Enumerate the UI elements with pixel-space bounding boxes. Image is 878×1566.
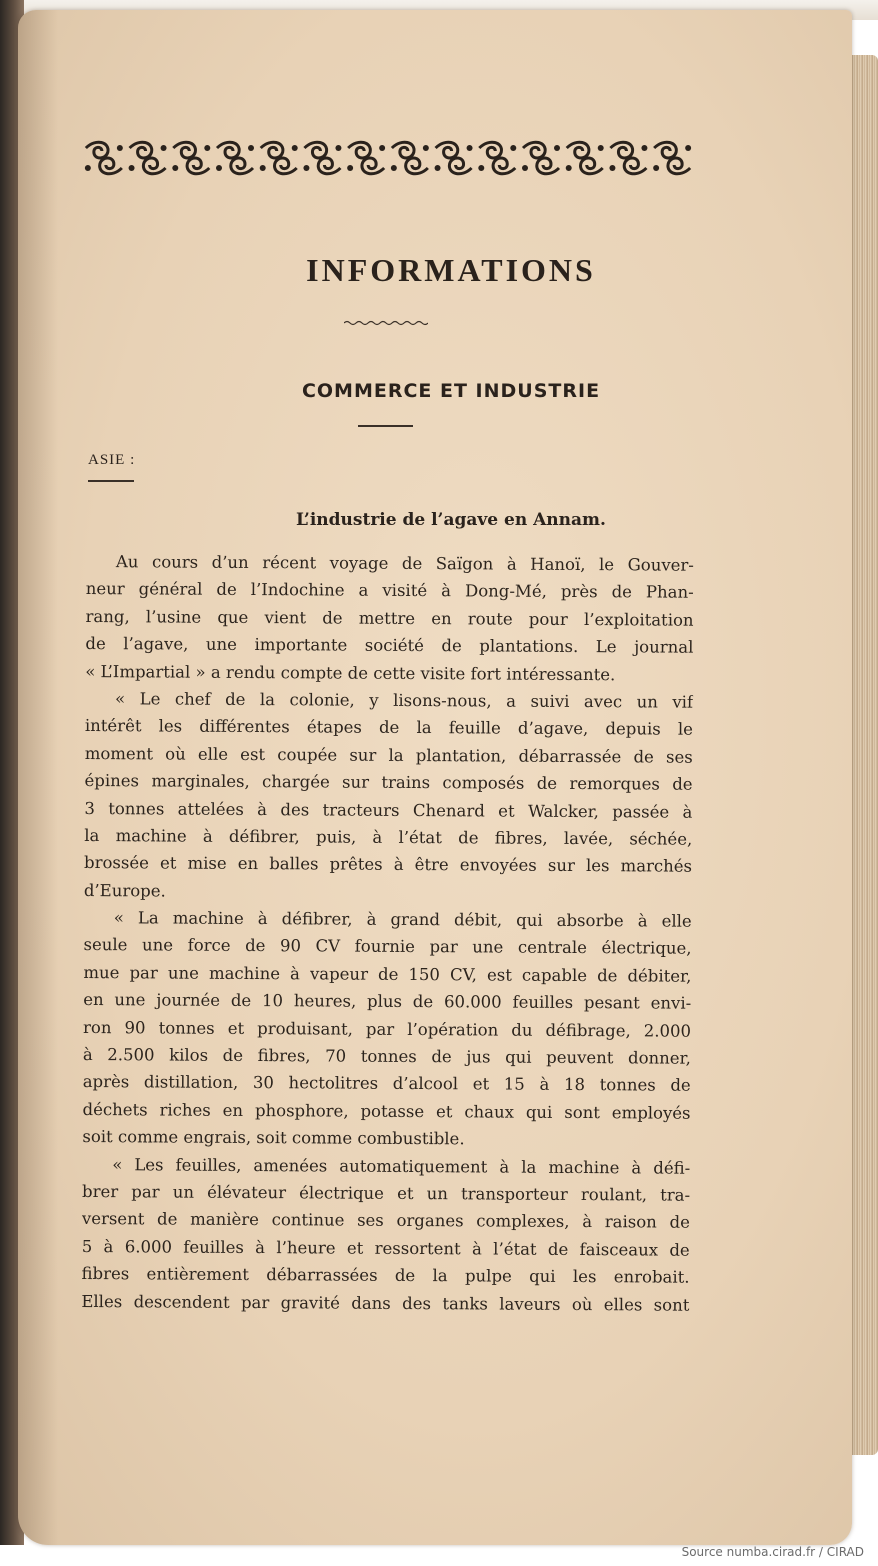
text-line: d’Europe. xyxy=(83,880,166,901)
text-line: fibres entièrement débarrassées de la pulpe qui les enrobait. xyxy=(81,1264,690,1287)
article-title: L’industrie de l’agave en Annam. xyxy=(296,510,606,530)
text-line: seule une force de 90 CV fournie par une centrale électrique, xyxy=(83,935,692,959)
text-line: moment où elle est coupée sur la plantation, débarrassée de ses xyxy=(84,743,693,767)
paragraph-2 xyxy=(84,685,693,908)
fleuron-ornament xyxy=(522,142,560,174)
fleuron-ornament xyxy=(653,142,691,174)
paragraph-3 xyxy=(82,904,691,1154)
source-credit: Source numba.cirad.fr / CIRAD xyxy=(681,1545,864,1559)
fleuron-ornament xyxy=(216,142,254,174)
text-line: intérêt les différentes étapes de la feuille d’agave, depuis le xyxy=(84,716,693,740)
region-rule xyxy=(88,480,134,482)
fleuron-ornament xyxy=(609,142,647,174)
text-line: ron 90 tonnes et produisant, par l’opération du défibrage, 2.000 xyxy=(83,1017,692,1041)
fleuron-ornament xyxy=(347,142,385,174)
text-line: la machine à défibrer, puis, à l’état de fibres, lavée, séchée, xyxy=(84,825,693,849)
text-line: 3 tonnes attelées à des tracteurs Chenard et Walcker, passée à xyxy=(84,798,693,822)
gutter-shadow xyxy=(18,10,58,1545)
text-line: à 2.500 kilos de fibres, 70 tonnes de jus qui peuvent donner, xyxy=(82,1045,691,1068)
fleuron-ornament xyxy=(260,142,298,174)
text-line: après distillation, 30 hectolitres d’alcool et 15 à 18 tonnes de xyxy=(82,1072,691,1096)
text-line: de l’agave, une importante société de plantations. Le journal xyxy=(85,634,694,657)
text-line: mue par une machine à vapeur de 150 CV, est capable de débiter, xyxy=(83,962,692,986)
text-line: « Le chef de la colonie, y lisons-nous, a suivi avec un vif xyxy=(115,689,694,712)
section-rule xyxy=(358,425,413,427)
text-line: « La machine à défibrer, à grand débit, qui absorbe à elle xyxy=(113,908,692,931)
wavy-rule-divider xyxy=(344,320,428,326)
fleuron-ornament xyxy=(566,142,604,174)
fleuron-ornament xyxy=(172,142,210,174)
text-line: rang, l’usine que vient de mettre en route pour l’exploitation xyxy=(85,606,694,630)
fleuron-ornament xyxy=(303,142,341,174)
fleuron-ornament xyxy=(85,142,123,174)
fleuron-border-icon xyxy=(82,130,694,186)
text-line: versent de manière continue ses organes complexes, à raison de xyxy=(81,1209,690,1233)
paragraph-4 xyxy=(81,1151,690,1319)
paragraph-1 xyxy=(85,548,694,689)
section-heading: COMMERCE ET INDUSTRIE xyxy=(301,380,601,402)
text-line: soit comme engrais, soit comme combustible. xyxy=(82,1127,465,1149)
text-line: « Les feuilles, amenées automatiquement à la machine à défi- xyxy=(112,1154,691,1178)
fleuron-ornament xyxy=(391,142,429,174)
page-title: INFORMATIONS xyxy=(306,252,596,288)
text-line: en une journée de 10 heures, plus de 60.000 feuilles pesant envi- xyxy=(83,990,692,1013)
fleuron-ornament xyxy=(478,142,516,174)
text-line: Elles descendent par gravité dans des tanks laveurs où elles sont xyxy=(81,1291,690,1315)
fleuron-ornament xyxy=(435,142,473,174)
fleuron-ornament xyxy=(129,142,167,174)
text-line: neur général de l’Indochine a visité à Dong-Mé, près de Phan- xyxy=(85,579,694,603)
text-line: déchets riches en phosphore, potasse et chaux qui sont employés xyxy=(82,1099,691,1123)
text-line: épines marginales, chargée sur trains composés de remorques de xyxy=(84,771,693,794)
region-label: ASIE : xyxy=(88,452,136,468)
text-line: Au cours d’un récent voyage de Saïgon à Hanoï, le Gouver- xyxy=(115,552,694,575)
text-line: « L’Impartial » a rendu compte de cette visite fort intéressante. xyxy=(85,661,616,684)
text-line: 5 à 6.000 feuilles à l’heure et ressortent à l’état de faisceaux de xyxy=(81,1236,690,1260)
text-line: brer par un élévateur électrique et un transporteur roulant, tra- xyxy=(82,1181,691,1205)
text-line: brossée et mise en balles prêtes à être envoyées sur les marchés xyxy=(84,853,693,877)
article-body xyxy=(81,548,694,1319)
